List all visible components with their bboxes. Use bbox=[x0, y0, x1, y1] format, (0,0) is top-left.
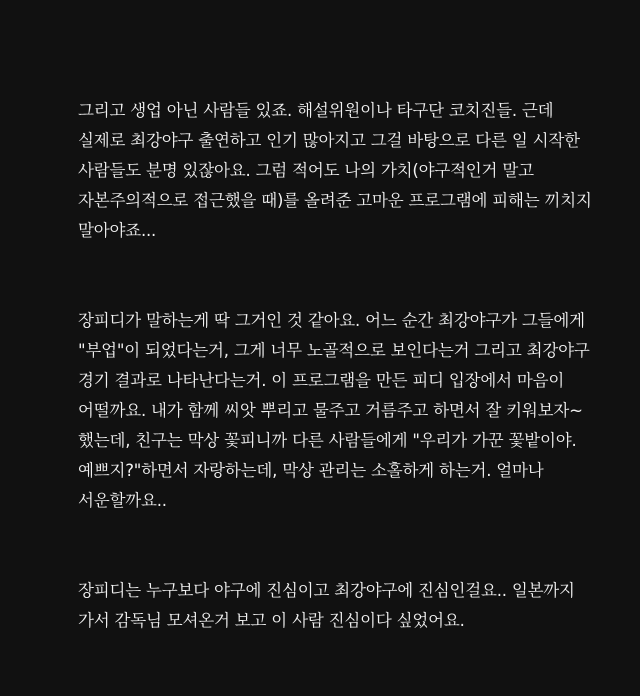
paragraph-2: 장피디가 말하는게 딱 그거인 것 같아요. 어느 순간 최강야구가 그들에게 "부업"이 되었다는거, 그게 너무 노골적으로 보인다는거 그리고 최강야구 경기 결과로 나타난다는거. 이 프로그램을 만든 피디 입장에서 마음이 어떨까요. 내가 함께 씨앗 뿌리고 물주고 거름주고 하면서 잘 키워보자~ 했는데, 친구는 막상 꽃피니까 다른 사람들에게 "우리가 가꾼 꽃밭이야. 예쁘지?"하면서 자랑하는데, 막상 관리는 소홀하게 하는거. 얼마나 서운할까요.. bbox=[78, 311, 595, 510]
post-text-body bbox=[78, 36, 596, 696]
paragraph-3: 장피디는 누구보다 야구에 진심이고 최강야구에 진심인걸요.. 일본까지 가서 감독님 모셔온거 보고 이 사람 진심이다 싶었어요. bbox=[78, 581, 580, 630]
paragraph-1: 그리고 생업 아닌 사람들 있죠. 해설위원이나 타구단 코치진들. 근데 실제로 최강야구 출연하고 인기 많아지고 그걸 바탕으로 다른 일 시작한 사람들도 분명 있잖아요. 그럼 적어도 나의 가치(야구적인거 말고 자본주의적으로 접근했을 때)를 올려준 고마운 프로그램에 피해는 끼치지 말아야죠... bbox=[78, 101, 597, 240]
